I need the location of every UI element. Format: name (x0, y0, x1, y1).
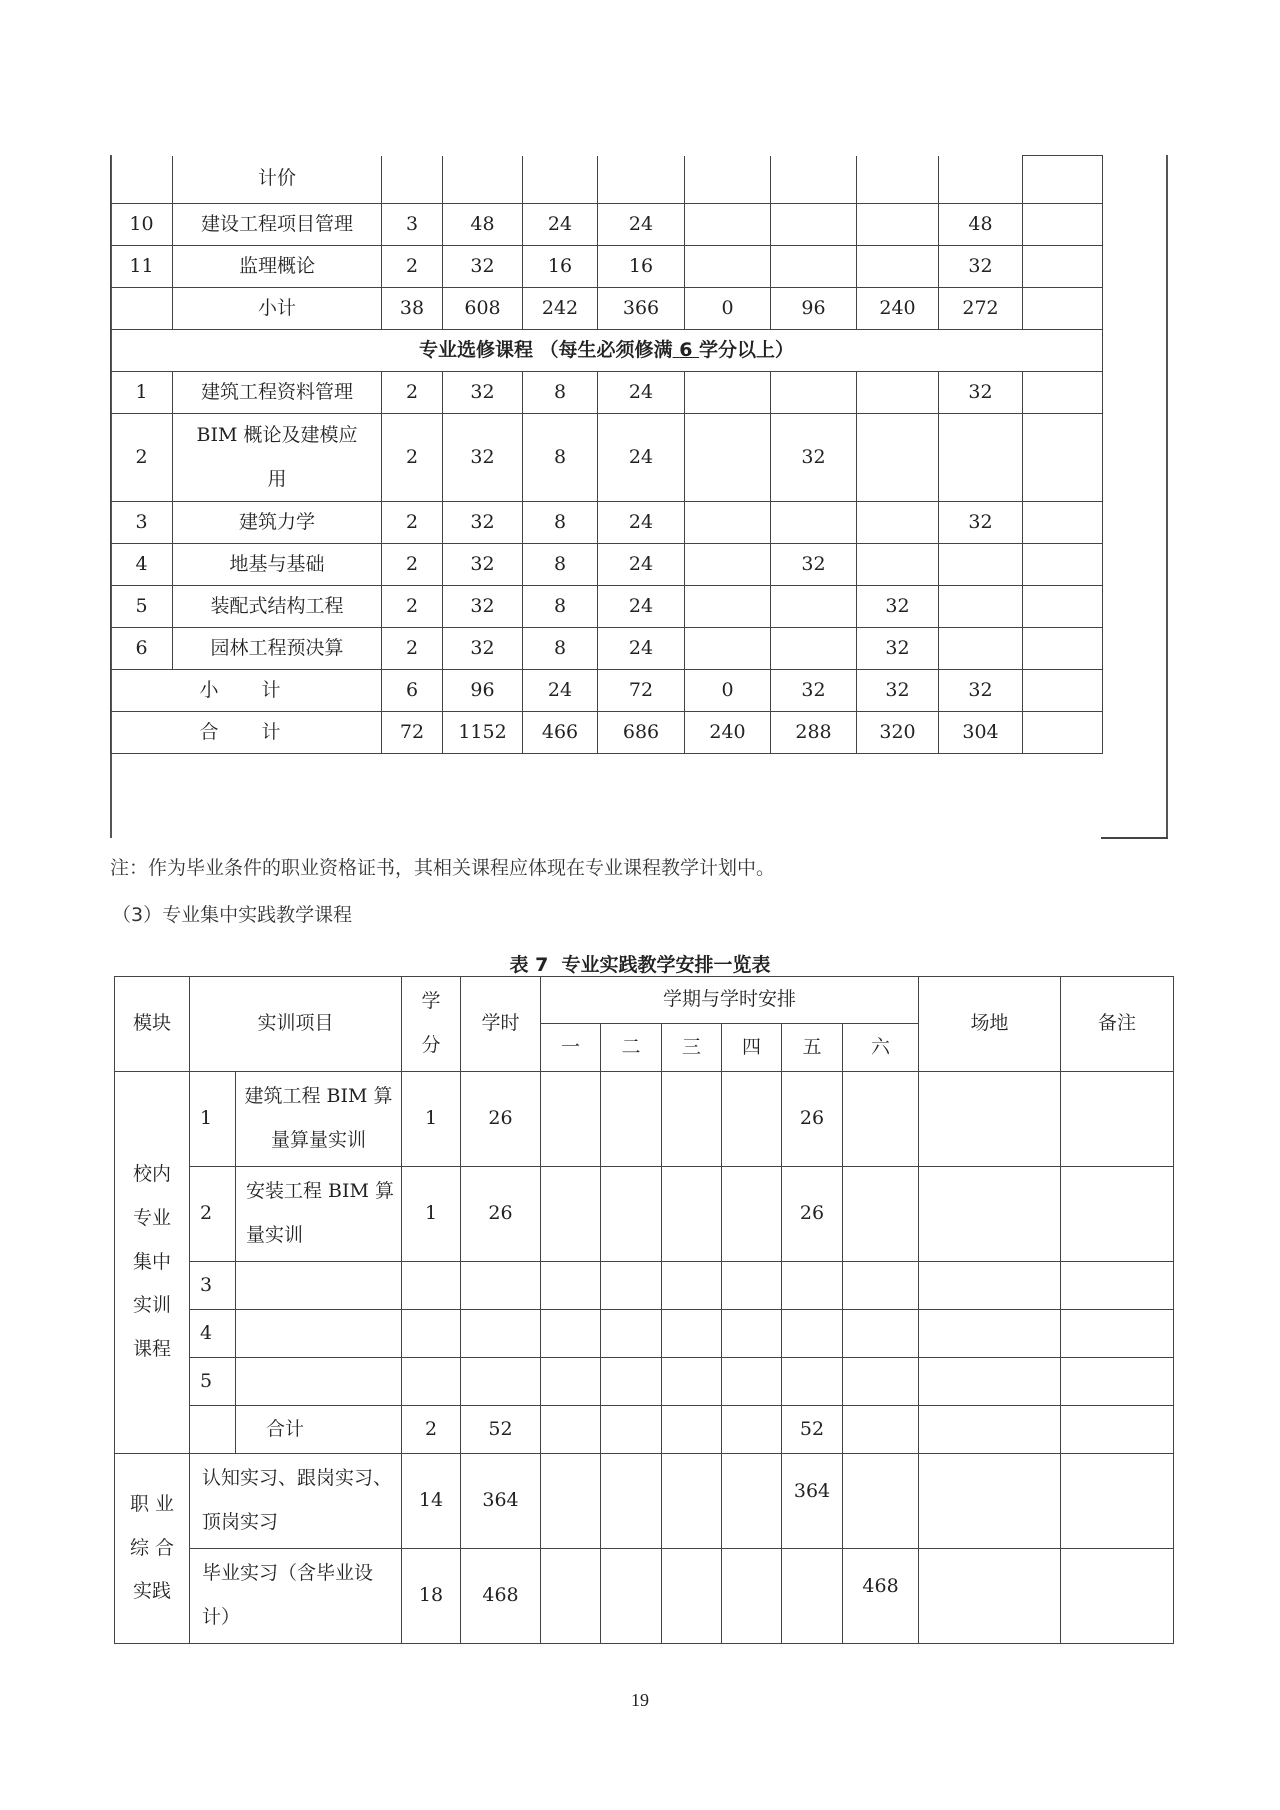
credits: 2 (402, 1406, 461, 1454)
credits: 38 (382, 288, 443, 330)
semester-cell (843, 1454, 919, 1549)
semester-cell (685, 502, 771, 544)
semester-cell (771, 204, 857, 246)
semester-cell (722, 1167, 782, 1262)
semester-cell: 32 (771, 670, 857, 712)
semester-cell (857, 414, 939, 502)
semester-cell: 240 (685, 712, 771, 754)
credits: 18 (402, 1549, 461, 1644)
remark-cell (1061, 1406, 1174, 1454)
semester-cell (601, 1549, 662, 1644)
hours: 26 (461, 1167, 541, 1262)
row-number: 10 (111, 204, 173, 246)
semester-cell: 32 (771, 414, 857, 502)
row-number: 4 (111, 544, 173, 586)
credits: 1 (402, 1072, 461, 1167)
hours: 52 (461, 1406, 541, 1454)
table-row (115, 1072, 1174, 1167)
hours: 32 (443, 628, 523, 670)
table-row-continued (111, 156, 1103, 204)
row-number: 2 (111, 414, 173, 502)
hours: 468 (461, 1549, 541, 1644)
semester-cell (601, 1406, 662, 1454)
semester-cell (857, 502, 939, 544)
page-number: 19 (631, 1690, 649, 1710)
practice-teaching-table (114, 976, 1174, 1644)
semester-cell (771, 246, 857, 288)
header-credits: 学 分 (402, 977, 461, 1072)
core-subtotal-row (111, 288, 1103, 330)
cell (1023, 586, 1103, 628)
table-row (115, 1549, 1174, 1644)
theory-hours: 16 (523, 246, 598, 288)
cell (190, 1406, 236, 1454)
site-cell (919, 1358, 1061, 1406)
cell (857, 156, 939, 204)
semester-cell (722, 1406, 782, 1454)
elective-section-header (111, 330, 1103, 372)
semester-cell (685, 414, 771, 502)
semester-cell (843, 1072, 919, 1167)
semester-cell (685, 204, 771, 246)
credits: 2 (382, 544, 443, 586)
credits (402, 1262, 461, 1310)
cell (1023, 712, 1103, 754)
semester-cell: 0 (685, 288, 771, 330)
semester-cell: 26 (782, 1167, 843, 1262)
remark-cell (1061, 1072, 1174, 1167)
semester-cell (722, 1454, 782, 1549)
project-name: 安装工程 BIM 算 量实训 (236, 1167, 402, 1262)
table-row (111, 204, 1103, 246)
semester-cell (662, 1310, 722, 1358)
hours: 32 (443, 246, 523, 288)
table-row (111, 372, 1103, 414)
cell (939, 156, 1023, 204)
practice-hours: 16 (598, 246, 685, 288)
semester-cell: 32 (857, 628, 939, 670)
course-plan-table-continued (110, 155, 1103, 754)
semester-cell: 468 (843, 1549, 919, 1644)
semester-cell (857, 246, 939, 288)
row-number: 2 (190, 1167, 236, 1262)
remark-cell (1061, 1262, 1174, 1310)
cell (771, 156, 857, 204)
semester-cell (541, 1454, 601, 1549)
course-name: 计价 (173, 156, 382, 204)
hours: 32 (443, 502, 523, 544)
total-label: 合 计 (111, 712, 382, 754)
semester-cell (782, 1358, 843, 1406)
site-cell (919, 1454, 1061, 1549)
practice-hours: 366 (598, 288, 685, 330)
cell (1023, 414, 1103, 502)
semester-cell (662, 1454, 722, 1549)
semester-cell (601, 1454, 662, 1549)
row-number: 4 (190, 1310, 236, 1358)
semester-cell: 32 (857, 586, 939, 628)
module-label-campus: 校内 专业 集中 实训 课程 (115, 1072, 190, 1454)
header-project: 实训项目 (190, 977, 402, 1072)
credits (402, 1310, 461, 1358)
elective-header-prefix: 专业选修课程 （每生必须修满 (418, 338, 673, 361)
site-cell (919, 1072, 1061, 1167)
grand-total-row (111, 712, 1103, 754)
elective-header-cell (111, 330, 1103, 372)
semester-cell: 32 (857, 670, 939, 712)
semester-cell (722, 1310, 782, 1358)
cell (1023, 204, 1103, 246)
table-row (115, 1262, 1174, 1310)
practice-hours: 24 (598, 628, 685, 670)
site-cell (919, 1310, 1061, 1358)
theory-hours: 8 (523, 586, 598, 628)
credits: 2 (382, 502, 443, 544)
semester-cell (771, 628, 857, 670)
semester-cell (541, 1406, 601, 1454)
hours: 608 (443, 288, 523, 330)
semester-cell (662, 1549, 722, 1644)
site-cell (919, 1549, 1061, 1644)
header-semester-group: 学期与学时安排 (541, 977, 919, 1024)
credits: 3 (382, 204, 443, 246)
header-module: 模块 (115, 977, 190, 1072)
row-number: 6 (111, 628, 173, 670)
semester-cell (939, 544, 1023, 586)
project-name: 毕业实习（含毕业设 计） (190, 1549, 402, 1644)
project-name: 建筑工程 BIM 算 量算量实训 (236, 1072, 402, 1167)
semester-cell (601, 1310, 662, 1358)
credits: 72 (382, 712, 443, 754)
hours: 48 (443, 204, 523, 246)
header-hours: 学时 (461, 977, 541, 1072)
semester-cell (601, 1072, 662, 1167)
semester-cell (541, 1167, 601, 1262)
semester-cell: 52 (782, 1406, 843, 1454)
semester-cell: 364 (782, 1454, 843, 1549)
header-remark: 备注 (1061, 977, 1174, 1072)
course-name: 建筑力学 (173, 502, 382, 544)
practice-hours: 72 (598, 670, 685, 712)
theory-hours: 8 (523, 628, 598, 670)
total-label: 合计 (236, 1406, 402, 1454)
table-row (115, 1454, 1174, 1549)
table-note: 注：作为毕业条件的职业资格证书，其相关课程应体现在专业课程教学计划中。 (110, 857, 776, 879)
semester-cell (541, 1549, 601, 1644)
practice-hours: 24 (598, 372, 685, 414)
semester-cell (722, 1262, 782, 1310)
remark-cell (1061, 1310, 1174, 1358)
theory-hours: 8 (523, 544, 598, 586)
semester-cell (685, 372, 771, 414)
practice-hours: 24 (598, 204, 685, 246)
subtotal-label: 小计 (173, 288, 382, 330)
cell (111, 288, 173, 330)
table-row (111, 502, 1103, 544)
semester-cell: 32 (939, 372, 1023, 414)
semester-cell (685, 544, 771, 586)
hours: 32 (443, 544, 523, 586)
hours: 96 (443, 670, 523, 712)
theory-hours: 8 (523, 502, 598, 544)
cell (443, 156, 523, 204)
site-cell (919, 1167, 1061, 1262)
row-number: 3 (190, 1262, 236, 1310)
course-name: BIM 概论及建模应 用 (173, 414, 382, 502)
theory-hours: 8 (523, 372, 598, 414)
remark-cell (1061, 1549, 1174, 1644)
header-semester-6: 六 (843, 1024, 919, 1072)
subtotal-label: 小 计 (111, 670, 382, 712)
project-name (236, 1262, 402, 1310)
header-row-1 (115, 977, 1174, 1024)
course-name: 园林工程预决算 (173, 628, 382, 670)
header-semester-1: 一 (541, 1024, 601, 1072)
credits: 14 (402, 1454, 461, 1549)
semester-cell (843, 1310, 919, 1358)
row-number: 5 (111, 586, 173, 628)
upper-table-bottom-extension (1101, 837, 1168, 839)
cell (685, 156, 771, 204)
semester-cell (541, 1072, 601, 1167)
semester-cell: 272 (939, 288, 1023, 330)
semester-cell (843, 1262, 919, 1310)
course-name: 监理概论 (173, 246, 382, 288)
table-row (111, 246, 1103, 288)
table-row (111, 414, 1103, 502)
cell (1023, 502, 1103, 544)
credits: 2 (382, 372, 443, 414)
header-semester-3: 三 (662, 1024, 722, 1072)
remark-cell (1061, 1167, 1174, 1262)
section-heading: （3）专业集中实践教学课程 (112, 904, 353, 926)
campus-total-row (115, 1406, 1174, 1454)
hours: 26 (461, 1072, 541, 1167)
hours: 364 (461, 1454, 541, 1549)
semester-cell: 32 (939, 502, 1023, 544)
elective-subtotal-row (111, 670, 1103, 712)
course-name: 装配式结构工程 (173, 586, 382, 628)
cell (1023, 544, 1103, 586)
credits: 2 (382, 414, 443, 502)
semester-cell (939, 586, 1023, 628)
semester-cell (857, 544, 939, 586)
hours (461, 1310, 541, 1358)
header-semester-5: 五 (782, 1024, 843, 1072)
semester-cell: 304 (939, 712, 1023, 754)
semester-cell: 320 (857, 712, 939, 754)
semester-cell: 26 (782, 1072, 843, 1167)
row-number: 5 (190, 1358, 236, 1406)
semester-cell: 32 (939, 670, 1023, 712)
table7-caption: 表 7 专业实践教学安排一览表 (509, 954, 771, 976)
semester-cell (662, 1406, 722, 1454)
hours: 32 (443, 372, 523, 414)
theory-hours: 8 (523, 414, 598, 502)
site-cell (919, 1406, 1061, 1454)
practice-hours: 24 (598, 502, 685, 544)
table-row (111, 586, 1103, 628)
semester-cell (843, 1167, 919, 1262)
remark-cell (1061, 1454, 1174, 1549)
semester-cell (843, 1358, 919, 1406)
semester-cell (939, 628, 1023, 670)
row-number: 3 (111, 502, 173, 544)
semester-cell: 240 (857, 288, 939, 330)
semester-cell (662, 1167, 722, 1262)
cell (598, 156, 685, 204)
semester-cell (541, 1310, 601, 1358)
theory-hours: 24 (523, 204, 598, 246)
cell (1023, 628, 1103, 670)
hours: 32 (443, 414, 523, 502)
semester-cell (771, 502, 857, 544)
site-cell (919, 1262, 1061, 1310)
semester-cell (541, 1358, 601, 1406)
practice-hours: 686 (598, 712, 685, 754)
practice-hours: 24 (598, 586, 685, 628)
header-site: 场地 (919, 977, 1061, 1072)
row-number: 1 (111, 372, 173, 414)
course-name: 地基与基础 (173, 544, 382, 586)
cell (1023, 156, 1103, 204)
credits (402, 1358, 461, 1406)
elective-header-suffix: 学分以上） (699, 338, 795, 361)
semester-cell: 32 (939, 246, 1023, 288)
course-name: 建筑工程资料管理 (173, 372, 382, 414)
semester-cell (601, 1262, 662, 1310)
project-name (236, 1310, 402, 1358)
credits: 2 (382, 586, 443, 628)
semester-cell (662, 1072, 722, 1167)
credits: 1 (402, 1167, 461, 1262)
semester-cell (541, 1262, 601, 1310)
practice-hours: 24 (598, 544, 685, 586)
theory-hours: 242 (523, 288, 598, 330)
table-row (115, 1358, 1174, 1406)
cell (1023, 372, 1103, 414)
semester-cell (843, 1406, 919, 1454)
header-semester-4: 四 (722, 1024, 782, 1072)
project-name: 认知实习、跟岗实习、 顶岗实习 (190, 1454, 402, 1549)
semester-cell (685, 586, 771, 628)
table-row (115, 1167, 1174, 1262)
practice-hours: 24 (598, 414, 685, 502)
row-number (111, 156, 173, 204)
credits: 2 (382, 628, 443, 670)
cell (1023, 288, 1103, 330)
semester-cell (685, 628, 771, 670)
semester-cell (601, 1358, 662, 1406)
semester-cell (771, 586, 857, 628)
credits: 2 (382, 246, 443, 288)
hours (461, 1358, 541, 1406)
table-row (111, 628, 1103, 670)
cell (1023, 246, 1103, 288)
elective-credits-required: 6 (679, 338, 693, 361)
row-number: 11 (111, 246, 173, 288)
row-number: 1 (190, 1072, 236, 1167)
table-row (111, 544, 1103, 586)
semester-cell: 96 (771, 288, 857, 330)
hours: 1152 (443, 712, 523, 754)
remark-cell (1061, 1358, 1174, 1406)
header-semester-2: 二 (601, 1024, 662, 1072)
hours: 32 (443, 586, 523, 628)
semester-cell (939, 414, 1023, 502)
module-label-career: 职 业 综 合 实践 (115, 1454, 190, 1644)
semester-cell (685, 246, 771, 288)
semester-cell (782, 1262, 843, 1310)
project-name (236, 1358, 402, 1406)
semester-cell (662, 1262, 722, 1310)
semester-cell (722, 1358, 782, 1406)
course-name: 建设工程项目管理 (173, 204, 382, 246)
semester-cell (771, 372, 857, 414)
hours (461, 1262, 541, 1310)
cell (523, 156, 598, 204)
cell (382, 156, 443, 204)
semester-cell: 288 (771, 712, 857, 754)
page-frame-right-line (1166, 155, 1168, 838)
semester-cell (782, 1549, 843, 1644)
semester-cell (722, 1549, 782, 1644)
semester-cell (601, 1167, 662, 1262)
theory-hours: 24 (523, 670, 598, 712)
semester-cell (722, 1072, 782, 1167)
semester-cell (782, 1310, 843, 1358)
semester-cell: 32 (771, 544, 857, 586)
theory-hours: 466 (523, 712, 598, 754)
credits: 6 (382, 670, 443, 712)
semester-cell (857, 372, 939, 414)
semester-cell: 48 (939, 204, 1023, 246)
semester-cell (662, 1358, 722, 1406)
semester-cell (857, 204, 939, 246)
table-row (115, 1310, 1174, 1358)
semester-cell: 0 (685, 670, 771, 712)
cell (1023, 670, 1103, 712)
